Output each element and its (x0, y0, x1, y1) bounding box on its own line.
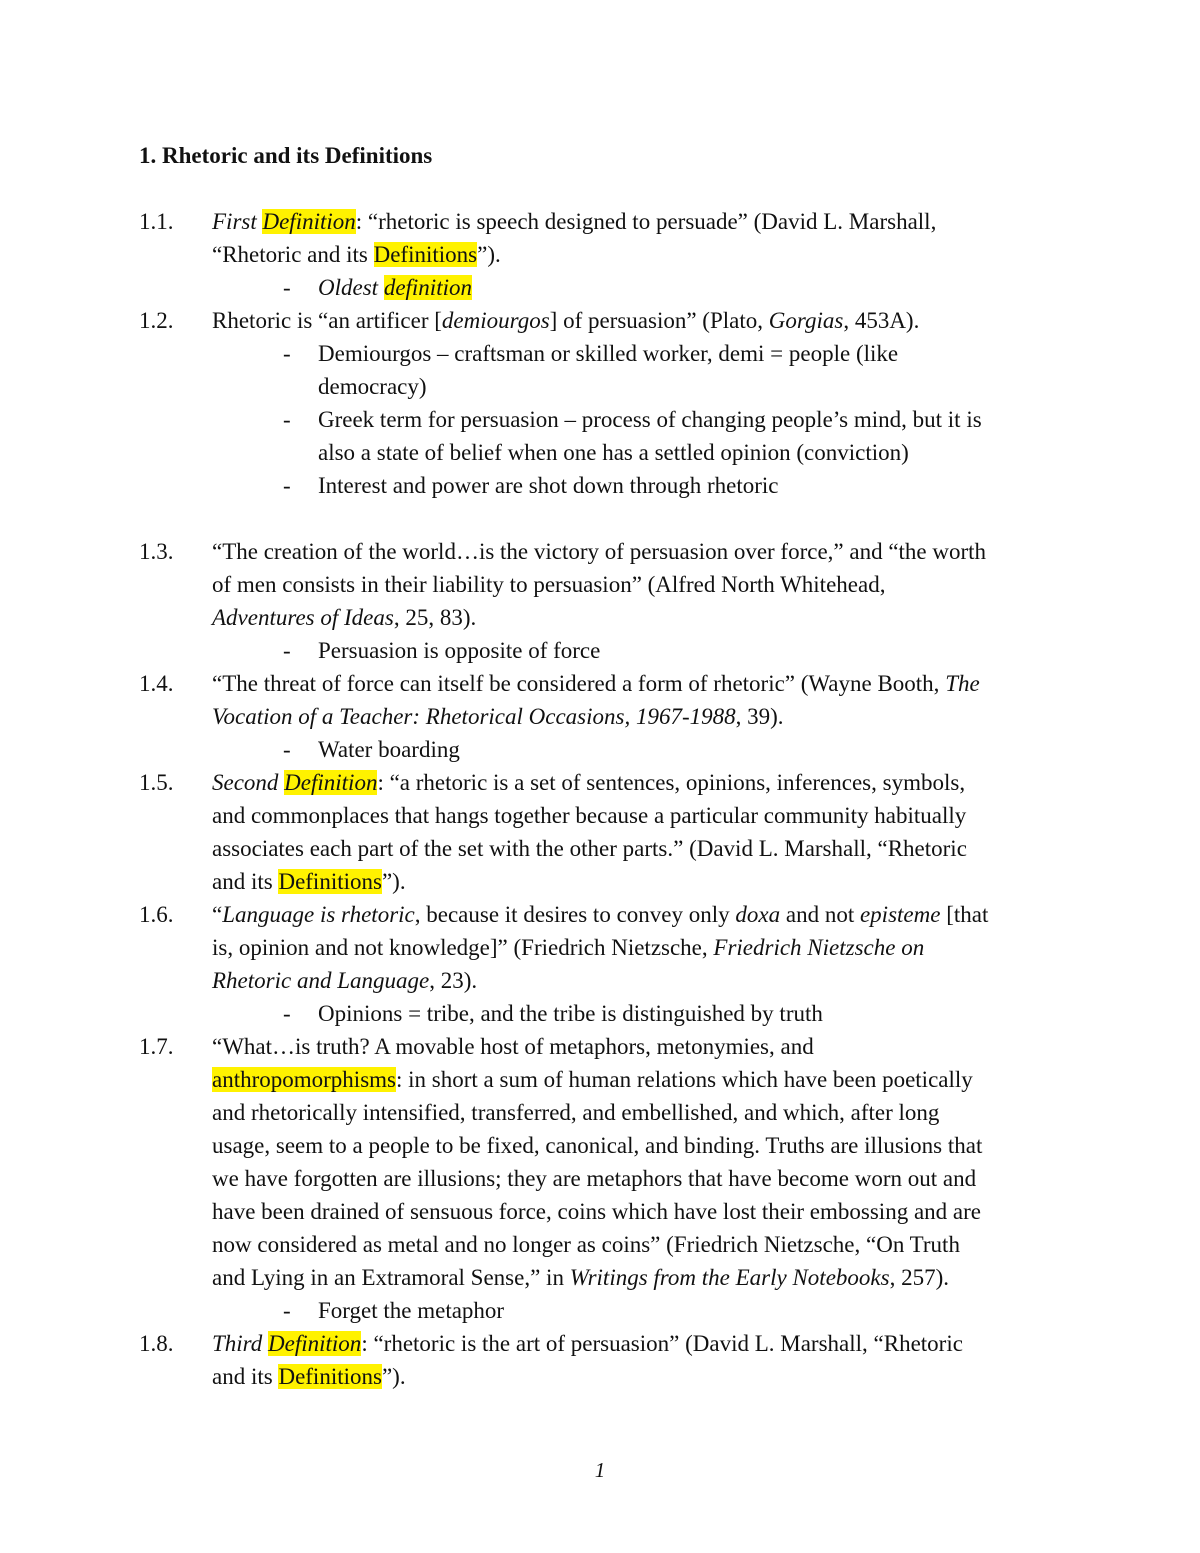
item-1-8-line-1 (212, 1329, 963, 1359)
bullet-dash: - (283, 407, 291, 432)
bullet-dash: - (283, 1001, 291, 1026)
item-1-2-bullet-1: Demiourgos – craftsman or skilled worker, demi = people (like (318, 341, 899, 366)
text-run: doxa (735, 902, 781, 927)
item-1-6-line-3 (212, 966, 477, 996)
item-1-7-bullet-1: Forget the metaphor (318, 1298, 505, 1323)
item-1-2-bullet-2: Greek term for persuasion – process of changing people’s mind, but it is (318, 407, 982, 432)
item-1-2-bullet-3: Interest and power are shot down through rhetoric (318, 473, 779, 498)
item-number-1-8: 1.8. (139, 1331, 174, 1356)
text-run: : “rhetoric is the art of persuasion” (David L. Marshall, “Rhetoric (361, 1331, 963, 1356)
item-1-2-bullet-1-cont: democracy) (318, 374, 427, 399)
text-run: , because it desires to convey only (414, 902, 736, 927)
bullet-dash: - (283, 638, 291, 663)
highlighted-text: Definitions (278, 869, 382, 894)
text-run: , 23). (429, 968, 478, 993)
item-1-4-line-1 (212, 669, 980, 699)
text-run: episteme (859, 902, 941, 927)
highlighted-text: anthropomorphisms (212, 1067, 396, 1092)
text-run: ”). (381, 1364, 406, 1389)
item-1-7-line-8 (212, 1263, 949, 1293)
text-run: , 39). (735, 704, 784, 729)
bullet-dash: - (283, 341, 291, 366)
item-number-1-2: 1.2. (139, 308, 174, 333)
text-run: [that (940, 902, 989, 927)
item-number-1-1: 1.1. (139, 209, 174, 234)
item-1-7-line-5: we have forgotten are illusions; they are metaphors that have become worn out and (212, 1166, 977, 1191)
text-run: ”). (477, 242, 501, 267)
section-heading: 1. Rhetoric and its Definitions (139, 143, 433, 168)
text-run: Second (212, 770, 285, 795)
bullet-dash: - (283, 275, 291, 300)
text-run: Oldest (318, 275, 384, 300)
text-run: Adventures of Ideas (212, 605, 394, 630)
item-number-1-7: 1.7. (139, 1034, 174, 1059)
text-run: : “a rhetoric is a set of sentences, opinions, inferences, symbols, (377, 770, 966, 795)
highlighted-text: Definitions (278, 1364, 382, 1389)
text-run: Writings from the Early Notebooks (569, 1265, 890, 1290)
highlighted-text: Definition (284, 770, 378, 795)
text-run: The (945, 671, 980, 696)
item-number-1-3: 1.3. (139, 539, 174, 564)
text-run: and Lying in an Extramoral Sense,” in (212, 1265, 570, 1290)
text-run: Friedrich Nietzsche on (713, 935, 925, 960)
text-run: “Rhetoric and its (212, 242, 374, 267)
item-1-4-bullet-1: Water boarding (318, 737, 460, 762)
text-run: Rhetoric and Language (212, 968, 430, 993)
item-1-3-line-2: of men consists in their liability to persuasion” (Alfred North Whitehead, (212, 572, 886, 597)
item-1-2-bullet-2-cont: also a state of belief when one has a settled opinion (conviction) (318, 440, 909, 465)
text-run: demiourgos (441, 308, 550, 333)
text-run: , 453A). (843, 308, 920, 333)
item-1-3-line-3 (212, 603, 476, 633)
text-run: ] of persuasion” (Plato, (549, 308, 769, 333)
item-number-1-6: 1.6. (139, 902, 174, 927)
bullet-dash: - (283, 1298, 291, 1323)
bullet-dash: - (283, 473, 291, 498)
item-1-2-line-1 (212, 306, 919, 336)
highlighted-text: Definitions (373, 242, 478, 267)
text-run: First (212, 209, 263, 234)
bullet-dash: - (283, 737, 291, 762)
text-run: : “rhetoric is speech designed to persuade” (David L. Marshall, (355, 209, 937, 234)
text-run: , 25, 83). (393, 605, 477, 630)
item-1-5-line-3: associates each part of the set with the other parts.” (David L. Marshall, “Rhetoric (212, 836, 967, 861)
text-run: Gorgias (768, 308, 844, 333)
text-run: “The threat of force can itself be considered a form of rhetoric” (Wayne Booth, (212, 671, 946, 696)
item-1-7-line-3: and rhetorically intensified, transferred, and embellished, and which, after long (212, 1100, 940, 1125)
text-run: Vocation of a Teacher: Rhetorical Occasions, 1967-1988 (212, 704, 736, 729)
text-run: , 257). (889, 1265, 949, 1290)
item-number-1-4: 1.4. (139, 671, 174, 696)
highlighted-text: Definition (262, 209, 356, 234)
item-1-1-line-2 (212, 240, 501, 270)
item-1-6-bullet-1: Opinions = tribe, and the tribe is distinguished by truth (318, 1001, 823, 1026)
text-run: and its (212, 1364, 279, 1389)
text-run: : in short a sum of human relations which have been poetically (396, 1067, 973, 1092)
text-run: “ (212, 902, 223, 927)
item-number-1-5: 1.5. (139, 770, 174, 795)
item-1-5-line-4 (212, 867, 406, 897)
highlighted-text: definition (383, 275, 472, 300)
item-1-7-line-2 (212, 1065, 973, 1095)
text-run: is, opinion and not knowledge]” (Friedrich Nietzsche, (212, 935, 714, 960)
item-1-4-line-2 (212, 702, 784, 732)
item-1-8-line-2 (212, 1362, 406, 1392)
page-number: 1 (594, 1458, 606, 1482)
text-run: Rhetoric is “an artificer [ (212, 308, 442, 333)
item-1-7-line-4: usage, seem to a people to be fixed, canonical, and binding. Truths are illusions that (212, 1133, 983, 1158)
highlighted-text: Definition (268, 1331, 362, 1356)
item-1-6-line-2 (212, 933, 924, 963)
item-1-7-line-6: have been drained of sensuous force, coins which have lost their embossing and are (212, 1199, 981, 1224)
text-run: and its (212, 869, 279, 894)
text-run: and not (780, 902, 860, 927)
text-run: Language is rhetoric (222, 902, 415, 927)
item-1-7-line-1: “What…is truth? A movable host of metaphors, metonymies, and (212, 1034, 814, 1059)
text-run: ”). (381, 869, 406, 894)
item-1-3-line-1: “The creation of the world…is the victory of persuasion over force,” and “the worth (212, 539, 987, 564)
item-1-5-line-2: and commonplaces that hangs together because a particular community habitually (212, 803, 967, 828)
item-1-1-line-1 (212, 207, 936, 237)
item-1-5-line-1 (212, 768, 965, 798)
item-1-3-bullet-1: Persuasion is opposite of force (318, 638, 601, 663)
item-1-7-line-7: now considered as metal and no longer as coins” (Friedrich Nietzsche, “On Truth (212, 1232, 960, 1257)
item-1-6-line-1 (212, 900, 988, 930)
item-1-1-bullet-1 (318, 273, 472, 303)
text-run: Third (212, 1331, 269, 1356)
